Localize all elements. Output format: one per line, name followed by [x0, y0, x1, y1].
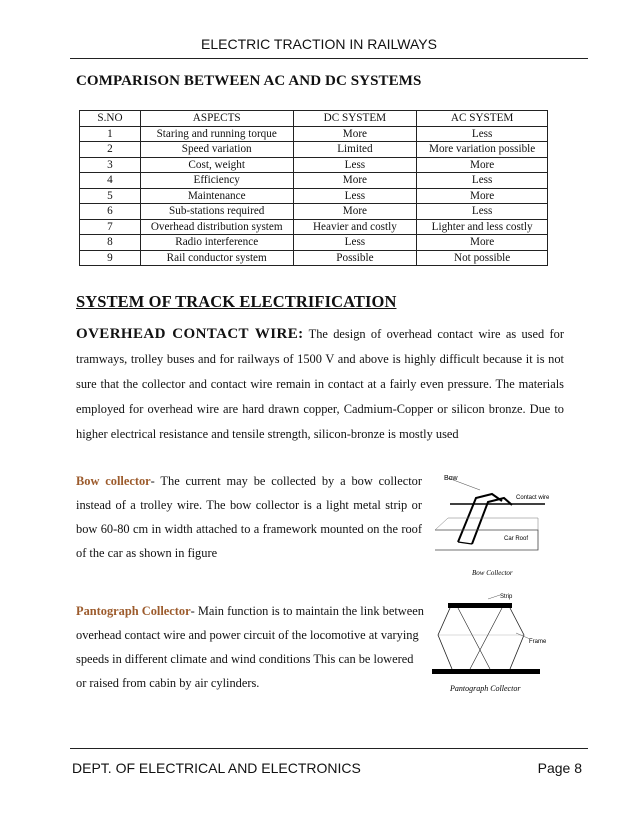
table-row — [80, 219, 548, 235]
table-cell: 9 — [80, 250, 141, 266]
table-row — [80, 250, 548, 266]
table-cell: More — [417, 235, 548, 251]
frame-label: Frame — [529, 639, 546, 645]
header-cell: ASPECTS — [140, 111, 293, 127]
table-cell: Limited — [293, 142, 417, 158]
table-cell: Less — [417, 173, 548, 189]
table-cell: Efficiency — [140, 173, 293, 189]
bow-collector-paragraph — [76, 469, 422, 565]
table-row — [80, 157, 548, 173]
bow-text: - The current may be collected by a bow collector instead of a trolley wire. The bow collector is a light metal strip or bow 60-80 cm in width attached to a framework mounted on the roof of the car as shown in figure — [76, 474, 422, 560]
table-cell: 5 — [80, 188, 141, 204]
table-cell: More — [417, 157, 548, 173]
table-cell: 8 — [80, 235, 141, 251]
header-cell: S.NO — [80, 111, 141, 127]
table-cell: More variation possible — [417, 142, 548, 158]
table-cell: 2 — [80, 142, 141, 158]
table-cell: 3 — [80, 157, 141, 173]
table-cell: Possible — [293, 250, 417, 266]
footer-page-number: Page 8 — [537, 760, 582, 776]
table-body — [80, 126, 548, 266]
pantograph-figure-caption: Pantograph Collector — [450, 684, 521, 693]
table-header-row — [80, 111, 548, 127]
table-cell: 6 — [80, 204, 141, 220]
table-cell: More — [417, 188, 548, 204]
overhead-contact-wire-paragraph — [76, 322, 564, 447]
table-row — [80, 126, 548, 142]
table-cell: Less — [293, 235, 417, 251]
table-cell: Staring and running torque — [140, 126, 293, 142]
table-cell: Less — [293, 157, 417, 173]
bow-collector-figure — [430, 470, 550, 580]
table-cell: Not possible — [417, 250, 548, 266]
table-cell: 7 — [80, 219, 141, 235]
comparison-table — [79, 110, 548, 266]
section-title-comparison: COMPARISON BETWEEN AC AND DC SYSTEMS — [76, 73, 422, 89]
table-cell: Maintenance — [140, 188, 293, 204]
table-row — [80, 188, 548, 204]
overhead-lead: OVERHEAD CONTACT WIRE: — [76, 326, 304, 342]
strip-label: Strip — [500, 594, 513, 600]
table-cell: Less — [417, 204, 548, 220]
header-cell: AC SYSTEM — [417, 111, 548, 127]
table-cell: More — [293, 173, 417, 189]
pantograph-lead: Pantograph Collector — [76, 604, 191, 618]
table-cell: Cost, weight — [140, 157, 293, 173]
table-cell: Lighter and less costly — [417, 219, 548, 235]
table-row — [80, 173, 548, 189]
section-title-electrification: SYSTEM OF TRACK ELECTRIFICATION — [76, 292, 397, 311]
bow-label: Bow — [444, 475, 458, 482]
table-cell: Sub-stations required — [140, 204, 293, 220]
pantograph-paragraph — [76, 599, 426, 695]
table-cell: Radio interference — [140, 235, 293, 251]
table-row — [80, 204, 548, 220]
bow-lead: Bow collector — [76, 474, 151, 488]
car-roof-label: Car Roof — [504, 536, 529, 542]
header-rule — [70, 58, 588, 59]
table-cell: Rail conductor system — [140, 250, 293, 266]
table-cell: More — [293, 126, 417, 142]
table-cell: Less — [293, 188, 417, 204]
footer-rule — [70, 748, 588, 749]
header-cell: DC SYSTEM — [293, 111, 417, 127]
contact-wire-label: Contact wire — [516, 495, 550, 501]
running-header: ELECTRIC TRACTION IN RAILWAYS — [201, 36, 437, 52]
table-cell: 1 — [80, 126, 141, 142]
pantograph-text: - Main function is to maintain the link between overhead contact wire and power circuit of the locomotive at varying speeds in different climate and wind conditions This can be lowered or raised from cabin by air cylinders. — [76, 604, 424, 690]
table-cell: Heavier and costly — [293, 219, 417, 235]
overhead-text: The design of overhead contact wire as used for tramways, trolley buses and for railways of 1500 V and above is highly difficult because it is not sure that the collector and contact wire remain in contact at a fairly even pressure. The materials employed for overhead wire are hard drawn copper, Cadmium-Copper or silicon bronze. Due to higher electrical resistance and tensile strength, silicon-bronze is mostly used — [76, 327, 564, 441]
table-cell: More — [293, 204, 417, 220]
pantograph-figure — [430, 593, 546, 703]
table-cell: Overhead distribution system — [140, 219, 293, 235]
table-row — [80, 142, 548, 158]
footer-department: DEPT. OF ELECTRICAL AND ELECTRONICS — [72, 760, 361, 776]
table-cell: 4 — [80, 173, 141, 189]
table-cell: Less — [417, 126, 548, 142]
table-cell: Speed variation — [140, 142, 293, 158]
bow-figure-caption: Bow Collector — [472, 569, 513, 577]
table-row — [80, 235, 548, 251]
